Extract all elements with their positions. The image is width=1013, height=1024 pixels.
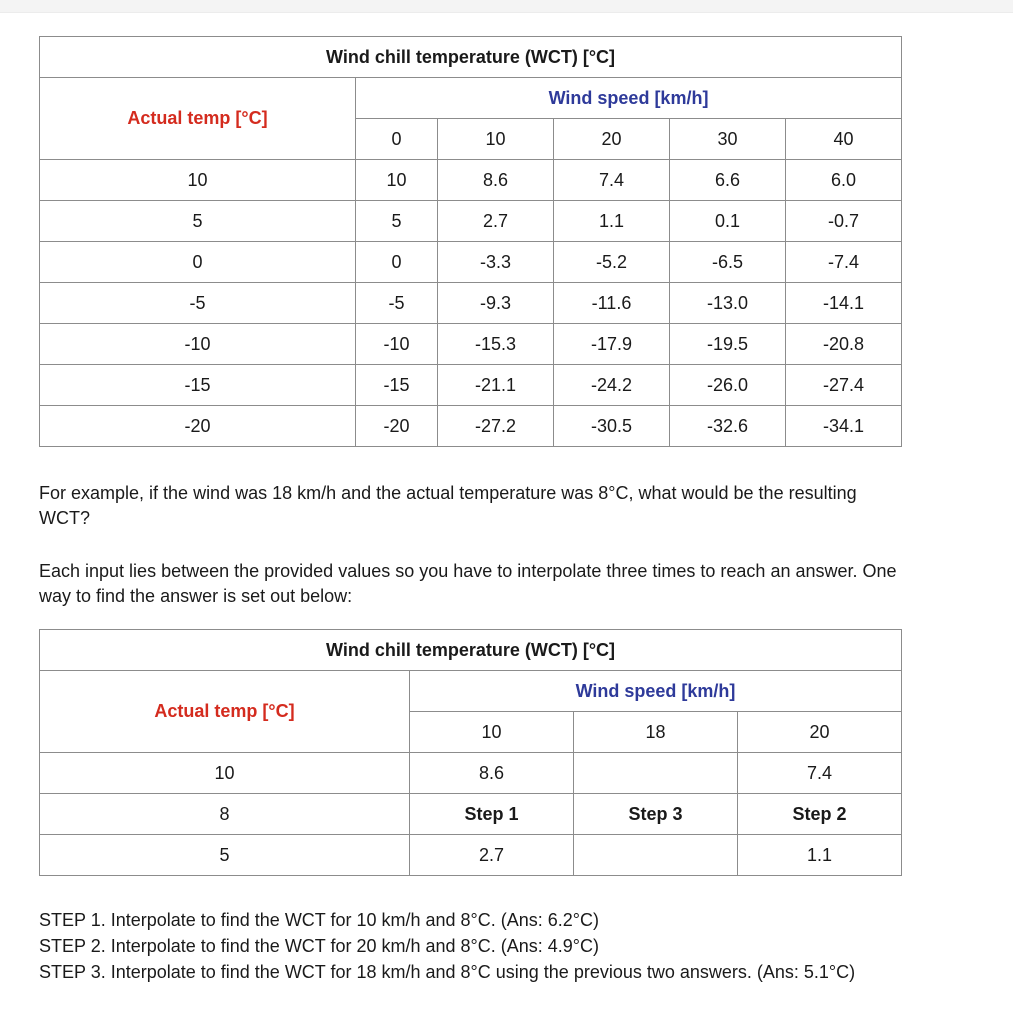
wind-speed-col: 10 (438, 119, 554, 160)
wct-cell (574, 753, 738, 794)
wct-cell: -6.5 (670, 242, 786, 283)
wct-cell: -24.2 (554, 365, 670, 406)
table-row (40, 201, 902, 242)
wct-cell: -27.4 (786, 365, 902, 406)
step-1-text: STEP 1. Interpolate to find the WCT for 10 km/h and 8°C. (Ans: 6.2°C) (39, 910, 599, 930)
wct-cell: -7.4 (786, 242, 902, 283)
wct-cell: -13.0 (670, 283, 786, 324)
wct-cell: -0.7 (786, 201, 902, 242)
wct-table-full (39, 36, 902, 447)
wct-cell: -11.6 (554, 283, 670, 324)
temp-cell: 0 (40, 242, 356, 283)
example-question: For example, if the wind was 18 km/h and the actual temperature was 8°C, what would be the resulting WCT? (39, 483, 857, 528)
wct-cell: 5 (356, 201, 438, 242)
wct-cell: -5 (356, 283, 438, 324)
temp-cell: -10 (40, 324, 356, 365)
wct-cell: -32.6 (670, 406, 786, 447)
wind-speed-col: 0 (356, 119, 438, 160)
top-bar (0, 0, 1013, 13)
wct-cell: -15.3 (438, 324, 554, 365)
wct-cell: 7.4 (738, 753, 902, 794)
wct-cell: -34.1 (786, 406, 902, 447)
temp-cell: 10 (40, 160, 356, 201)
step-1-cell: Step 1 (410, 794, 574, 835)
wct-cell: -10 (356, 324, 438, 365)
steps-list (39, 907, 909, 985)
actual-temp-header: Actual temp [°C] (40, 78, 356, 160)
table-title: Wind chill temperature (WCT) [°C] (40, 630, 902, 671)
wct-cell: -15 (356, 365, 438, 406)
wind-speed-col: 20 (738, 712, 902, 753)
table-row (40, 365, 902, 406)
table-row (40, 406, 902, 447)
temp-cell: -20 (40, 406, 356, 447)
table-row (40, 283, 902, 324)
wct-cell: 7.4 (554, 160, 670, 201)
wind-speed-header: Wind speed [km/h] (356, 78, 902, 119)
wind-speed-col: 18 (574, 712, 738, 753)
table-row (40, 835, 902, 876)
wct-cell: 10 (356, 160, 438, 201)
temp-cell: -5 (40, 283, 356, 324)
temp-cell: 8 (40, 794, 410, 835)
table-row (40, 160, 902, 201)
wct-cell: -30.5 (554, 406, 670, 447)
wct-cell: -9.3 (438, 283, 554, 324)
wct-cell: -21.1 (438, 365, 554, 406)
wct-cell (574, 835, 738, 876)
wct-cell: -26.0 (670, 365, 786, 406)
wct-table-interpolation (39, 629, 902, 876)
wct-cell: -14.1 (786, 283, 902, 324)
wind-speed-col: 20 (554, 119, 670, 160)
temp-cell: 5 (40, 835, 410, 876)
temp-cell: 5 (40, 201, 356, 242)
table-title: Wind chill temperature (WCT) [°C] (40, 37, 902, 78)
wct-cell: 1.1 (554, 201, 670, 242)
table-row (40, 324, 902, 365)
step-2-cell: Step 2 (738, 794, 902, 835)
wct-cell: 6.0 (786, 160, 902, 201)
table-row (40, 242, 902, 283)
wct-cell: 8.6 (438, 160, 554, 201)
table-row (40, 794, 902, 835)
interpolation-explanation: Each input lies between the provided values so you have to interpolate three times to reach an answer. One way to find the answer is set out below: (39, 561, 897, 606)
wct-cell: -19.5 (670, 324, 786, 365)
wct-cell: 2.7 (438, 201, 554, 242)
wct-cell: 2.7 (410, 835, 574, 876)
step-2-text: STEP 2. Interpolate to find the WCT for 20 km/h and 8°C. (Ans: 4.9°C) (39, 936, 599, 956)
wct-cell: 0.1 (670, 201, 786, 242)
temp-cell: -15 (40, 365, 356, 406)
wct-cell: -27.2 (438, 406, 554, 447)
wct-cell: -20 (356, 406, 438, 447)
step-3-cell: Step 3 (574, 794, 738, 835)
wct-cell: -17.9 (554, 324, 670, 365)
wct-cell: 6.6 (670, 160, 786, 201)
step-3-text: STEP 3. Interpolate to find the WCT for 18 km/h and 8°C using the previous two answers. (Ans: 5.1°C) (39, 962, 856, 982)
wct-cell: 1.1 (738, 835, 902, 876)
wct-cell: -20.8 (786, 324, 902, 365)
actual-temp-header: Actual temp [°C] (40, 671, 410, 753)
wct-cell: -3.3 (438, 242, 554, 283)
wind-speed-col: 10 (410, 712, 574, 753)
table-row (40, 753, 902, 794)
wct-cell: 8.6 (410, 753, 574, 794)
wind-speed-col: 40 (786, 119, 902, 160)
temp-cell: 10 (40, 753, 410, 794)
wind-speed-header: Wind speed [km/h] (410, 671, 902, 712)
wct-cell: 0 (356, 242, 438, 283)
wind-speed-col: 30 (670, 119, 786, 160)
wct-cell: -5.2 (554, 242, 670, 283)
